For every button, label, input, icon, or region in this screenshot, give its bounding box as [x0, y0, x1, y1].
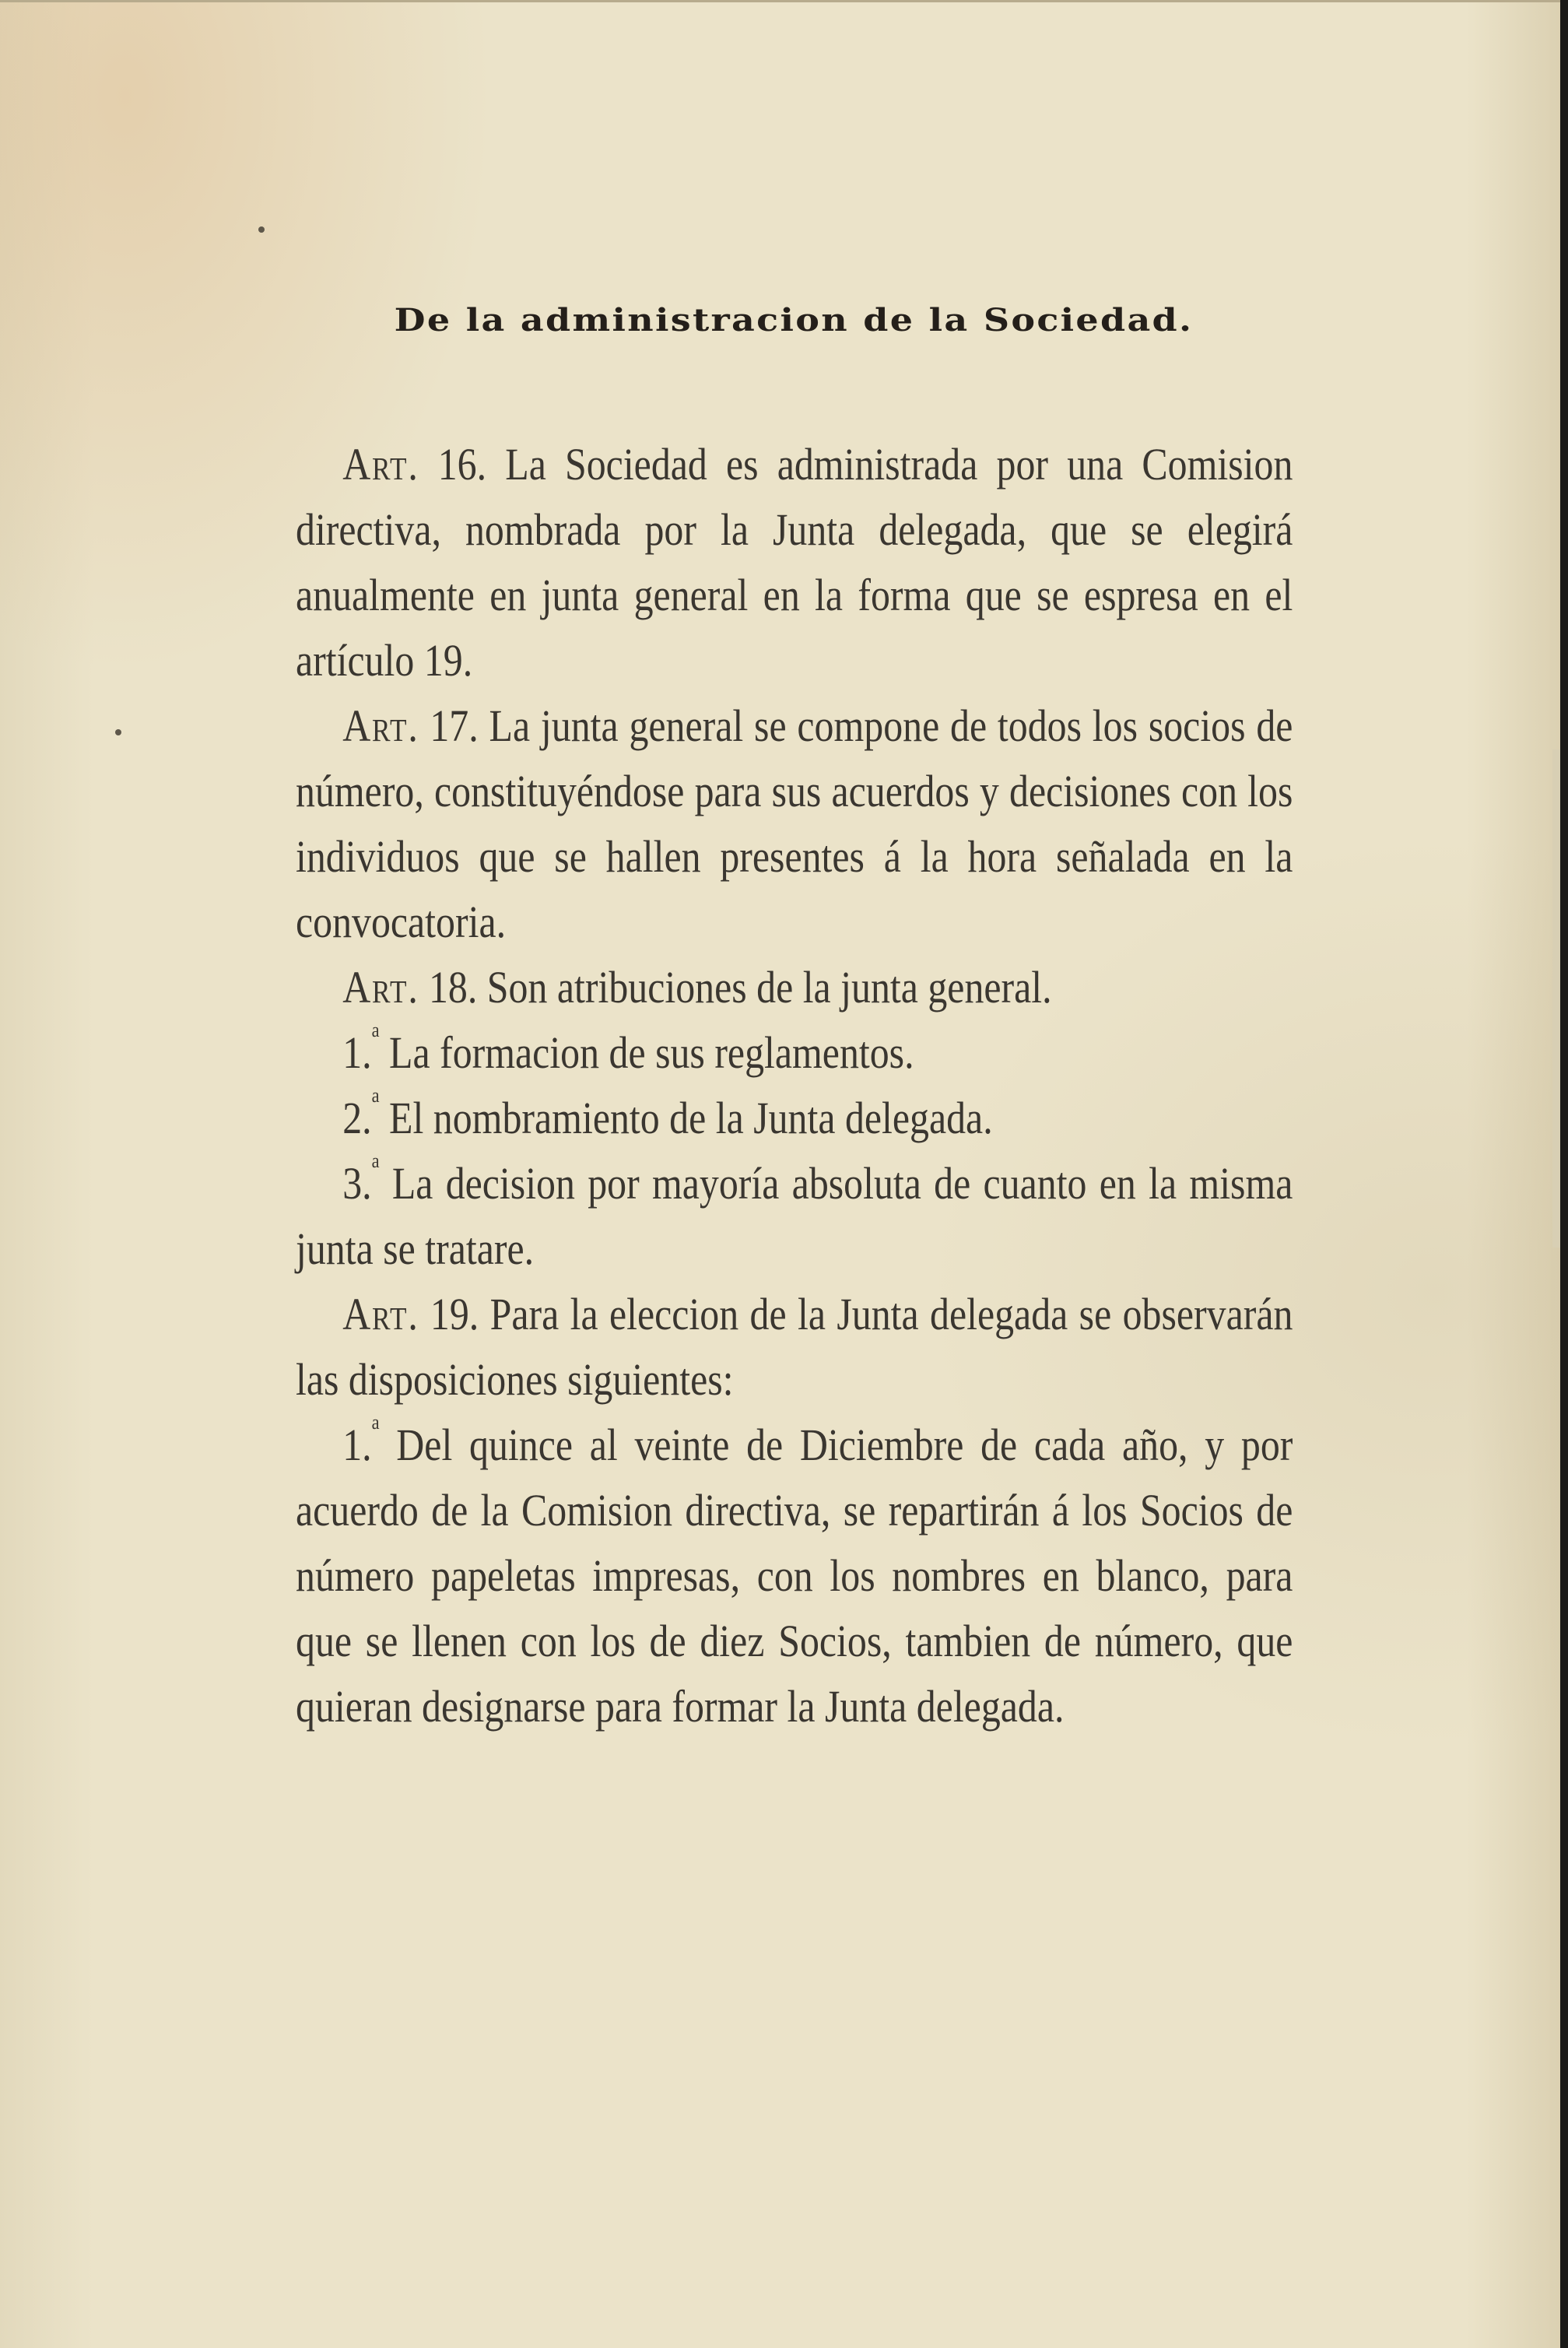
article-number: 18.	[428, 962, 478, 1013]
article-text: Son atribuciones de la junta general.	[486, 962, 1052, 1013]
item-number: 1.	[342, 1027, 372, 1078]
article-number: 19.	[430, 1289, 479, 1339]
page-edge	[1552, 749, 1560, 1248]
list-item	[296, 1020, 1293, 1086]
item-ordinal: a	[371, 1411, 380, 1434]
item-ordinal: a	[371, 1084, 380, 1107]
section-heading: De la administracion de la Sociedad.	[394, 302, 1194, 339]
article-16	[296, 432, 1293, 693]
article-17	[296, 693, 1293, 955]
article-label: Art.	[342, 962, 419, 1013]
list-item	[296, 1086, 1293, 1151]
article-text: La Sociedad es administrada por una Comision directiva, nombrada por la Junta delegada, que se elegirá anualmente en junta general en la forma que se espresa en el artículo 19.	[296, 439, 1293, 686]
item-text: Del quince al veinte de Diciembre de cada año, y por acuerdo de la Comision directiva, se repartirán á los Socios de número papeletas impresas, con los nombres en blanco, para que se llenen con los de diez Socios, tambien de número, que quieran designarse para formar la Junta delegada.	[296, 1420, 1293, 1732]
article-number: 16.	[437, 439, 487, 490]
list-item	[296, 1413, 1293, 1739]
article-number: 17.	[430, 700, 479, 751]
article-label: Art.	[342, 700, 419, 751]
item-text: La formacion de sus reglamentos.	[389, 1027, 914, 1078]
article-text: Para la eleccion de la Junta delegada se observarán las disposiciones siguientes:	[296, 1289, 1293, 1405]
item-number: 3.	[342, 1158, 372, 1209]
article-label: Art.	[342, 1289, 419, 1339]
article-label: Art.	[342, 439, 419, 490]
item-text: El nombramiento de la Junta delegada.	[389, 1093, 993, 1143]
ink-speck	[258, 226, 265, 233]
article-text: La junta general se compone de todos los socios de número, constituyéndose para sus acuerdos y decisiones con los individuos que se hallen presentes á la hora señalada en la convocatoria.	[296, 700, 1293, 947]
ink-speck	[115, 729, 121, 735]
item-number: 2.	[342, 1093, 372, 1143]
item-ordinal: a	[371, 1149, 380, 1172]
item-ordinal: a	[371, 1019, 380, 1041]
item-text: La decision por mayoría absoluta de cuanto en la misma junta se tratare.	[296, 1158, 1293, 1274]
article-18	[296, 955, 1293, 1020]
list-item	[296, 1151, 1293, 1282]
item-number: 1.	[342, 1420, 372, 1470]
article-19	[296, 1282, 1293, 1413]
page-content	[296, 302, 1292, 1739]
